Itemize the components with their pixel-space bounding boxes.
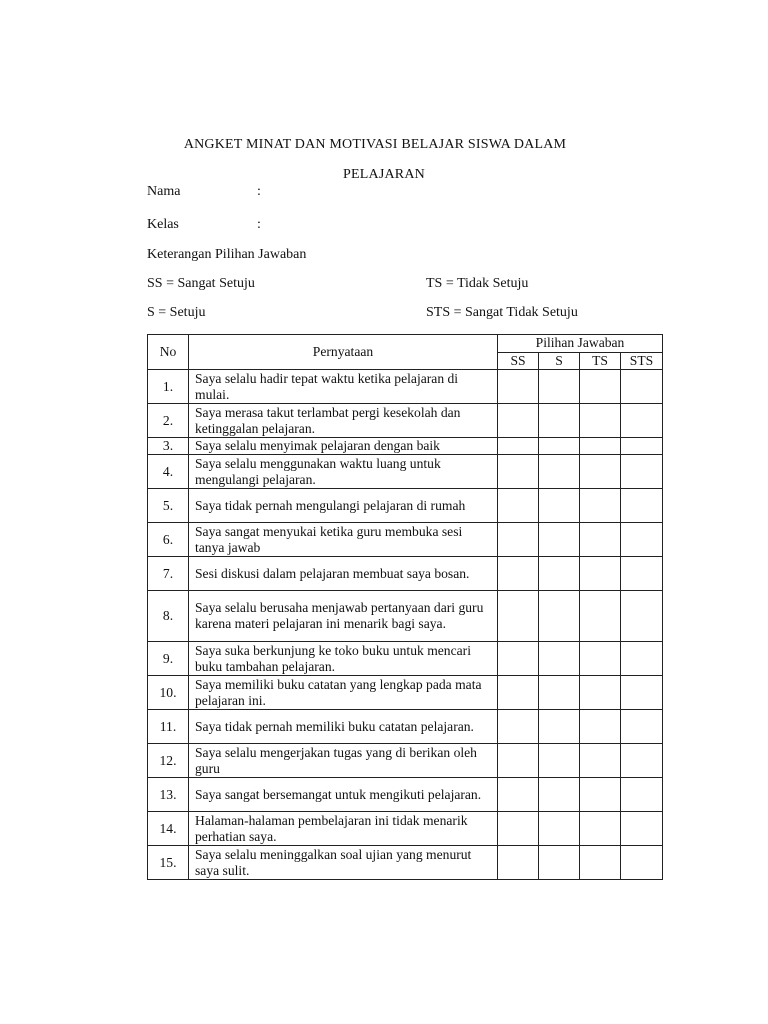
row-number: 2. (148, 404, 189, 438)
header-option-sts: STS (621, 352, 663, 370)
answer-cell-ts[interactable] (580, 744, 621, 778)
answer-cell-ss[interactable] (498, 591, 539, 642)
row-number: 13. (148, 778, 189, 812)
answer-cell-sts[interactable] (621, 744, 663, 778)
answer-cell-sts[interactable] (621, 710, 663, 744)
answer-cell-sts[interactable] (621, 557, 663, 591)
header-statement: Pernyataan (189, 335, 498, 370)
row-statement: Sesi diskusi dalam pelajaran membuat saya bosan. (189, 557, 498, 591)
table-row (148, 812, 663, 846)
answer-cell-s[interactable] (539, 489, 580, 523)
answer-cell-ss[interactable] (498, 812, 539, 846)
legend-ss: SS = Sangat Setuju (147, 276, 255, 291)
document-title-line1: ANGKET MINAT DAN MOTIVASI BELAJAR SISWA DALAM (183, 137, 567, 152)
row-statement: Saya memiliki buku catatan yang lengkap pada mata pelajaran ini. (189, 676, 498, 710)
answer-cell-s[interactable] (539, 404, 580, 438)
answer-cell-ts[interactable] (580, 591, 621, 642)
answer-cell-ss[interactable] (498, 438, 539, 455)
answer-cell-s[interactable] (539, 710, 580, 744)
row-statement: Saya merasa takut terlambat pergi kesekolah dan ketinggalan pelajaran. (189, 404, 498, 438)
answer-cell-s[interactable] (539, 438, 580, 455)
row-statement: Saya sangat bersemangat untuk mengikuti pelajaran. (189, 778, 498, 812)
answer-cell-sts[interactable] (621, 642, 663, 676)
row-number: 15. (148, 846, 189, 880)
answer-cell-ts[interactable] (580, 778, 621, 812)
answer-cell-ts[interactable] (580, 676, 621, 710)
answer-cell-ss[interactable] (498, 642, 539, 676)
table-row (148, 778, 663, 812)
header-option-s: S (539, 352, 580, 370)
row-statement: Saya selalu menyimak pelajaran dengan baik (189, 438, 498, 455)
answer-cell-s[interactable] (539, 676, 580, 710)
row-number: 3. (148, 438, 189, 455)
table-row (148, 591, 663, 642)
answer-cell-ss[interactable] (498, 557, 539, 591)
answer-cell-s[interactable] (539, 370, 580, 404)
kelas-row (0, 217, 768, 235)
header-no: No (148, 335, 189, 370)
answer-cell-ts[interactable] (580, 523, 621, 557)
row-statement: Saya tidak pernah memiliki buku catatan pelajaran. (189, 710, 498, 744)
legend-ts: TS = Tidak Setuju (426, 276, 529, 291)
legend-sts: STS = Sangat Tidak Setuju (426, 305, 578, 320)
answer-cell-ts[interactable] (580, 438, 621, 455)
answer-cell-ts[interactable] (580, 489, 621, 523)
answer-cell-s[interactable] (539, 812, 580, 846)
answer-cell-ss[interactable] (498, 489, 539, 523)
table-row (148, 370, 663, 404)
answer-cell-s[interactable] (539, 557, 580, 591)
table-row (148, 489, 663, 523)
kelas-label: Kelas (147, 217, 179, 232)
table-row (148, 744, 663, 778)
answer-cell-sts[interactable] (621, 676, 663, 710)
answer-cell-sts[interactable] (621, 846, 663, 880)
nama-row (0, 184, 768, 202)
header-option-ss: SS (498, 352, 539, 370)
answer-cell-ss[interactable] (498, 523, 539, 557)
answer-cell-sts[interactable] (621, 438, 663, 455)
answer-cell-ss[interactable] (498, 778, 539, 812)
row-number: 11. (148, 710, 189, 744)
header-answer-choice: Pilihan Jawaban (498, 335, 663, 353)
row-statement: Saya selalu hadir tepat waktu ketika pelajaran di mulai. (189, 370, 498, 404)
row-statement: Saya suka berkunjung ke toko buku untuk mencari buku tambahan pelajaran. (189, 642, 498, 676)
row-number: 10. (148, 676, 189, 710)
answer-cell-ts[interactable] (580, 812, 621, 846)
table-row (148, 404, 663, 438)
answer-cell-sts[interactable] (621, 404, 663, 438)
table-row (148, 523, 663, 557)
answer-cell-s[interactable] (539, 591, 580, 642)
row-statement: Saya selalu berusaha menjawab pertanyaan dari guru karena materi pelajaran ini menarik bagi saya. (189, 591, 498, 642)
table-row (148, 676, 663, 710)
header-option-ts: TS (580, 352, 621, 370)
legend-s: S = Setuju (147, 305, 206, 320)
questionnaire-body (148, 370, 663, 880)
answer-cell-ss[interactable] (498, 710, 539, 744)
row-number: 5. (148, 489, 189, 523)
answer-cell-s[interactable] (539, 455, 580, 489)
answer-cell-ts[interactable] (580, 404, 621, 438)
row-statement: Saya selalu menggunakan waktu luang untuk mengulangi pelajaran. (189, 455, 498, 489)
answer-cell-ts[interactable] (580, 370, 621, 404)
answer-cell-s[interactable] (539, 846, 580, 880)
answer-cell-sts[interactable] (621, 523, 663, 557)
answer-cell-ss[interactable] (498, 846, 539, 880)
row-number: 6. (148, 523, 189, 557)
answer-cell-ts[interactable] (580, 455, 621, 489)
kelas-colon: : (257, 217, 261, 232)
answer-cell-sts[interactable] (621, 489, 663, 523)
answer-cell-sts[interactable] (621, 778, 663, 812)
row-number: 1. (148, 370, 189, 404)
answer-cell-ts[interactable] (580, 846, 621, 880)
answer-cell-s[interactable] (539, 642, 580, 676)
row-statement: Saya selalu meninggalkan soal ujian yang menurut saya sulit. (189, 846, 498, 880)
answer-cell-ts[interactable] (580, 642, 621, 676)
row-statement: Saya sangat menyukai ketika guru membuka sesi tanya jawab (189, 523, 498, 557)
nama-label: Nama (147, 184, 181, 199)
answer-cell-s[interactable] (539, 744, 580, 778)
table-row (148, 455, 663, 489)
table-row (148, 438, 663, 455)
answer-cell-sts[interactable] (621, 591, 663, 642)
answer-cell-sts[interactable] (621, 812, 663, 846)
row-number: 8. (148, 591, 189, 642)
row-statement: Halaman-halaman pembelajaran ini tidak menarik perhatian saya. (189, 812, 498, 846)
answer-cell-ss[interactable] (498, 404, 539, 438)
row-number: 14. (148, 812, 189, 846)
row-number: 12. (148, 744, 189, 778)
row-statement: Saya tidak pernah mengulangi pelajaran di rumah (189, 489, 498, 523)
row-number: 4. (148, 455, 189, 489)
nama-colon: : (257, 184, 261, 199)
answer-cell-ss[interactable] (498, 676, 539, 710)
answer-cell-sts[interactable] (621, 370, 663, 404)
table-row (148, 710, 663, 744)
row-number: 7. (148, 557, 189, 591)
answer-cell-ss[interactable] (498, 744, 539, 778)
answer-cell-sts[interactable] (621, 455, 663, 489)
table-row (148, 642, 663, 676)
answer-cell-ts[interactable] (580, 710, 621, 744)
document-title-line2: PELAJARAN (343, 167, 425, 182)
table-row (148, 557, 663, 591)
answer-cell-s[interactable] (539, 778, 580, 812)
row-statement: Saya selalu mengerjakan tugas yang di berikan oleh guru (189, 744, 498, 778)
questionnaire-table (147, 334, 663, 880)
row-number: 9. (148, 642, 189, 676)
answer-cell-s[interactable] (539, 523, 580, 557)
legend-heading: Keterangan Pilihan Jawaban (147, 247, 307, 262)
answer-cell-ts[interactable] (580, 557, 621, 591)
answer-cell-ss[interactable] (498, 455, 539, 489)
answer-cell-ss[interactable] (498, 370, 539, 404)
table-row (148, 846, 663, 880)
